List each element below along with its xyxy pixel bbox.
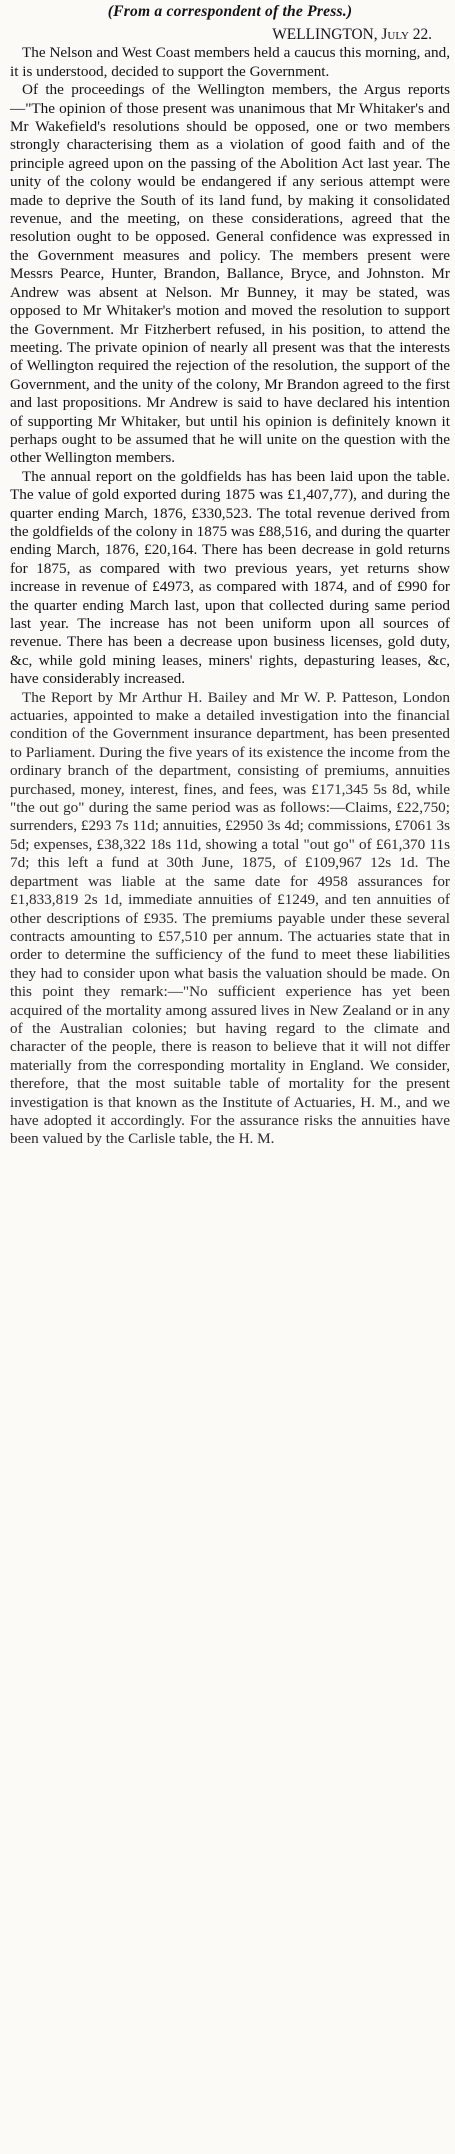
- paragraph-wellington-members: Of the proceedings of the Wellington members, the Argus reports—"The opinion of those present was unanimous that Mr Whitaker's and Mr Wakefield's resolutions should be opposed, one or two members strongly characterising them as a violation of good faith and of the principle agreed upon on the passing of the Abolition Act last year. The unity of the colony would be endangered if any serious attempt were made to deprive the South of its land fund, by making it consolidated revenue, and the meeting, on these considerations, agreed that the resolution ought to be opposed. General confidence was expressed in the Government measures and policy. The members present were Messrs Pearce, Hunter, Brandon, Ballance, Bryce, and Johnston. Mr Andrew was absent at Nelson. Mr Bunney, it may be stated, was opposed to Mr Whitaker's motion and moved the resolution to support the Government. Mr Fitzherbert refused, in his position, to attend the meeting. The private opinion of nearly all present was that the interests of Wellington required the rejection of the resolution, the support of the Government, and the unity of the colony, Mr Brandon agreed to the first and last propositions. Mr Andrew is said to have declared his intention of supporting Mr Whitaker, but until his opinion is definitely known it perhaps ought to be assumed that he will unite on the question with the other Wellington members.: [10, 81, 450, 467]
- paragraph-caucus: The Nelson and West Coast members held a caucus this morning, and, it is understood, decided to support the Government.: [10, 44, 450, 80]
- paragraph-insurance-report: The Report by Mr Arthur H. Bailey and Mr W. P. Patteson, London actuaries, appointed to make a detailed investigation into the financial condition of the Government insurance department, has been presented to Parliament. During the five years of its existence the income from the ordinary branch of the department, consisting of premiums, annuities purchased, money, interest, fines, and fees, was £171,345 5s 8d, while "the out go" during the same period was as follows:—Claims, £22,750; surrenders, £293 7s 11d; annuities, £2950 3s 4d; commissions, £7061 3s 5d; expenses, £38,322 18s 11d, showing a total "out go" of £61,370 11s 7d; this left a fund at 30th June, 1875, of £109,967 12s 1d. The department was liable at the same date for 4958 assurances for £1,833,819 2s 1d, immediate annuities of £1249, and ten annuities of other descriptions of £935. The premiums payable under these several contracts amounting to £57,510 per annum. The actuaries state that in order to determine the sufficiency of the fund to meet these liabilities they had to consider upon what basis the valuation should be made. On this point they remark:—"No sufficient experience has yet been acquired of the mortality among assured lives in New Zealand or in any of the Australian colonies; but having regard to the climate and character of the people, there is reason to believe that it will not differ materially from the corresponding mortality in England. We consider, therefore, that the most suitable table of mortality for the present investigation is that known as the Institute of Actuaries, H. M., and we have adopted it accordingly. For the assurance risks the annuities have been valued by the Carlisle table, the H. M.: [10, 688, 450, 1148]
- source-line: (From a correspondent of the Press.): [107, 3, 353, 20]
- paragraph-goldfields-report: The annual report on the goldfields has has been laid upon the table. The value of gold exported during 1875 was £1,407,77), and during the quarter ending March, 1876, £330,523. The total revenue derived from the goldfields of the colony in 1875 was £88,516, and during the quarter ending March, 1876, £20,164. There has been decrease in gold returns for 1875, as compared with two previous years, yet returns show increase in revenue of £4973, as compared with 1874, and of £990 for the quarter ending March last, upon that collected during same period last year. The increase has not been uniform upon all sources of revenue. There has been a decrease upon business licenses, gold duty, &c, while gold mining leases, miners' rights, depasturing leases, &c, have considerably increased.: [10, 467, 450, 688]
- dateline: WELLINGTON, July 22.: [272, 26, 432, 43]
